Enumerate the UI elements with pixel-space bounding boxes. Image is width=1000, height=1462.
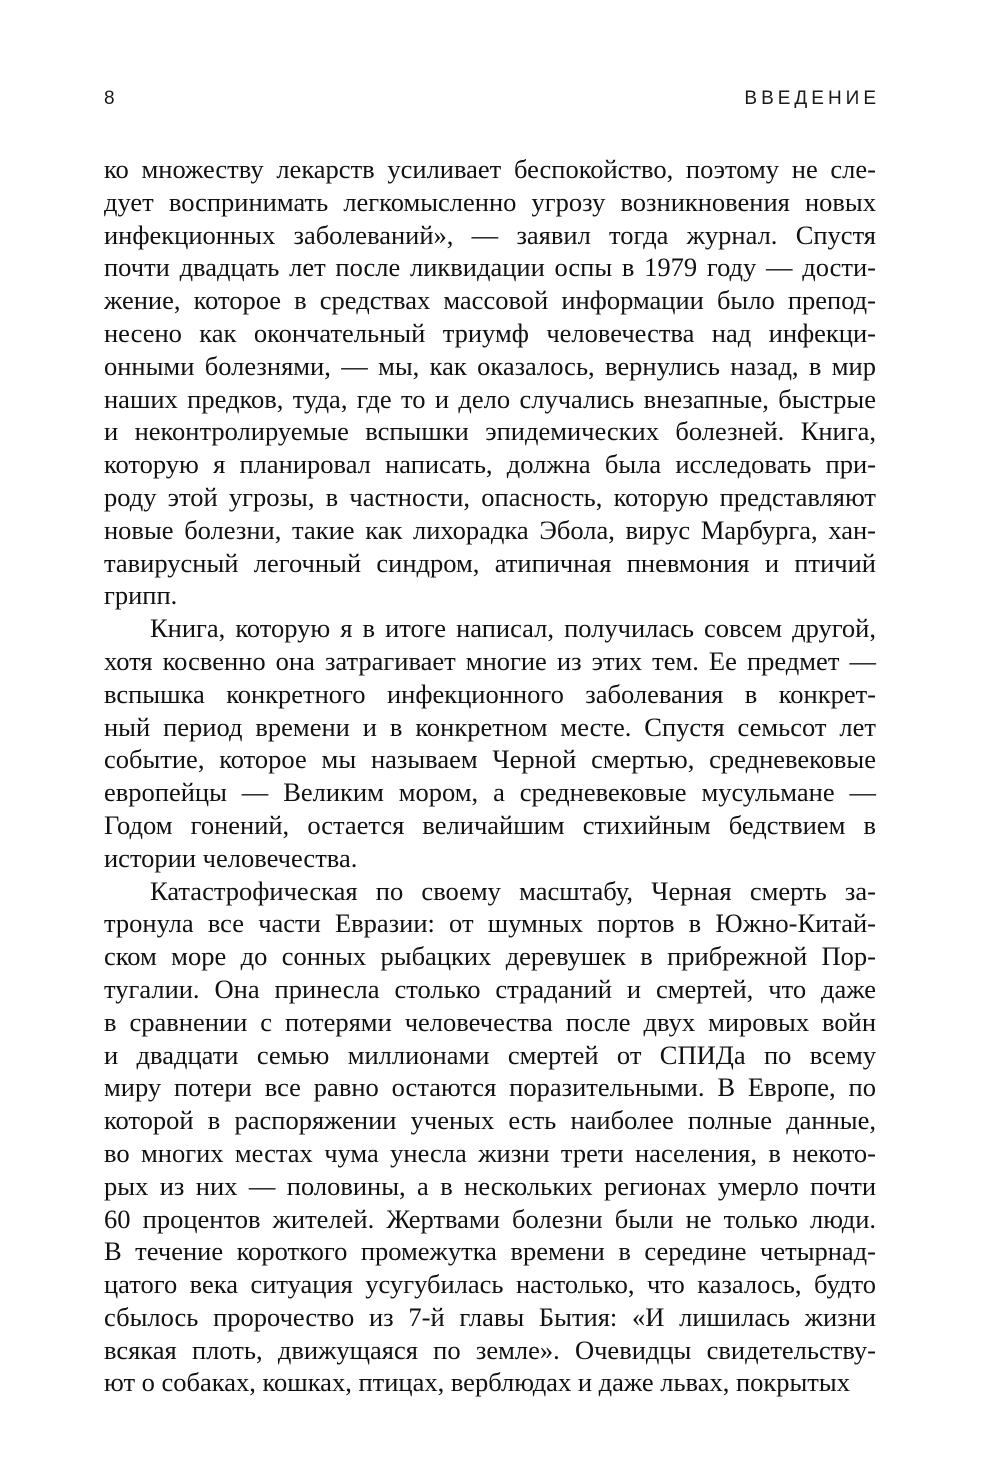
- text-line: тугалии. Она принесла столько страданий и смертей, что даже: [104, 973, 876, 1004]
- text-line: 60 процентов жителей. Жертвами болезни были не только люди.: [104, 1203, 876, 1234]
- paragraph: [104, 875, 876, 1400]
- page-header: [104, 88, 880, 118]
- text-line: тавирусный легочный синдром, атипичная пневмония и птичий: [104, 547, 876, 578]
- text-line: ют о собаках, кошках, птицах, верблюдах и даже львах, покрытых: [104, 1367, 850, 1398]
- text-line: ный период времени и в конкретном месте. Спустя семьсот лет: [104, 711, 876, 742]
- text-line: которую я планировал написать, должна была исследовать при-: [104, 449, 876, 480]
- text-line: онными болезнями, — мы, как оказалось, вернулись назад, в мир: [104, 350, 876, 381]
- text-line: дует воспринимать легкомысленно угрозу возникновения новых: [104, 186, 876, 217]
- text-line: истории человечества.: [104, 842, 358, 873]
- text-line: цатого века ситуация усугубилась настолько, что казалось, будто: [104, 1269, 876, 1300]
- text-line: наших предков, туда, где то и дело случались внезапные, быстрые: [104, 383, 876, 414]
- running-head: ВВЕДЕНИЕ: [744, 88, 880, 109]
- text-line: сбылось пророчество из 7-й главы Бытия: «И лишилась жизни: [104, 1301, 876, 1332]
- text-line: и двадцати семью миллионами смертей от СПИДа по всему: [104, 1039, 876, 1070]
- page-number: 8: [104, 88, 115, 109]
- text-line: Книга, которую я в итоге написал, получилась совсем другой,: [150, 613, 876, 644]
- text-line: хотя косвенно она затрагивает многие из этих тем. Ее предмет —: [104, 645, 876, 676]
- text-line: рых из них — половины, а в нескольких регионах умерло почти: [104, 1170, 876, 1201]
- text-line: европейцы — Великим мором, а средневековые мусульмане —: [104, 777, 876, 808]
- paragraph: [104, 612, 876, 874]
- text-line: вспышка конкретного инфекционного заболевания в конкрет-: [104, 678, 876, 709]
- text-line: событие, которое мы называем Черной смертью, средневековые: [104, 744, 876, 775]
- text-line: в сравнении с потерями человечества после двух мировых войн: [104, 1006, 876, 1037]
- text-line: которой в распоряжении ученых есть наиболее полные данные,: [104, 1105, 876, 1136]
- text-line: Катастрофическая по своему масштабу, Черная смерть за-: [150, 875, 876, 906]
- paragraph: [104, 153, 876, 612]
- text-line: всякая плоть, движущаяся по земле». Очевидцы свидетельству-: [104, 1334, 876, 1365]
- text-line: миру потери все равно остаются поразительными. В Европе, по: [104, 1072, 876, 1103]
- text-line: ко множеству лекарств усиливает беспокойство, поэтому не сле-: [104, 154, 876, 184]
- text-line: почти двадцать лет после ликвидации оспы в 1979 году — дости-: [104, 252, 876, 283]
- text-line: ском море до сонных рыбацких деревушек в прибрежной Пор-: [104, 941, 876, 972]
- body-text: [104, 153, 876, 1399]
- text-line: несено как окончательный триумф человечества над инфекци-: [104, 317, 876, 348]
- text-line: Годом гонений, остается величайшим стихийным бедствием в: [104, 809, 876, 840]
- text-line: во многих местах чума унесла жизни трети населения, в некото-: [104, 1137, 876, 1168]
- text-line: инфекционных заболеваний», — заявил тогда журнал. Спустя: [104, 219, 876, 250]
- text-line: тронула все части Евразии: от шумных портов в Южно-Китай-: [104, 908, 876, 939]
- text-line: роду этой угрозы, в частности, опасность, которую представляют: [104, 481, 876, 512]
- text-line: и неконтролируемые вспышки эпидемических болезней. Книга,: [104, 416, 876, 447]
- text-line: В течение короткого промежутка времени в середине четырнад-: [104, 1236, 876, 1267]
- text-line: новые болезни, такие как лихорадка Эбола, вирус Марбурга, хан-: [104, 514, 876, 545]
- text-line: грипп.: [104, 580, 178, 611]
- text-line: жение, которое в средствах массовой информации было препод-: [104, 285, 876, 316]
